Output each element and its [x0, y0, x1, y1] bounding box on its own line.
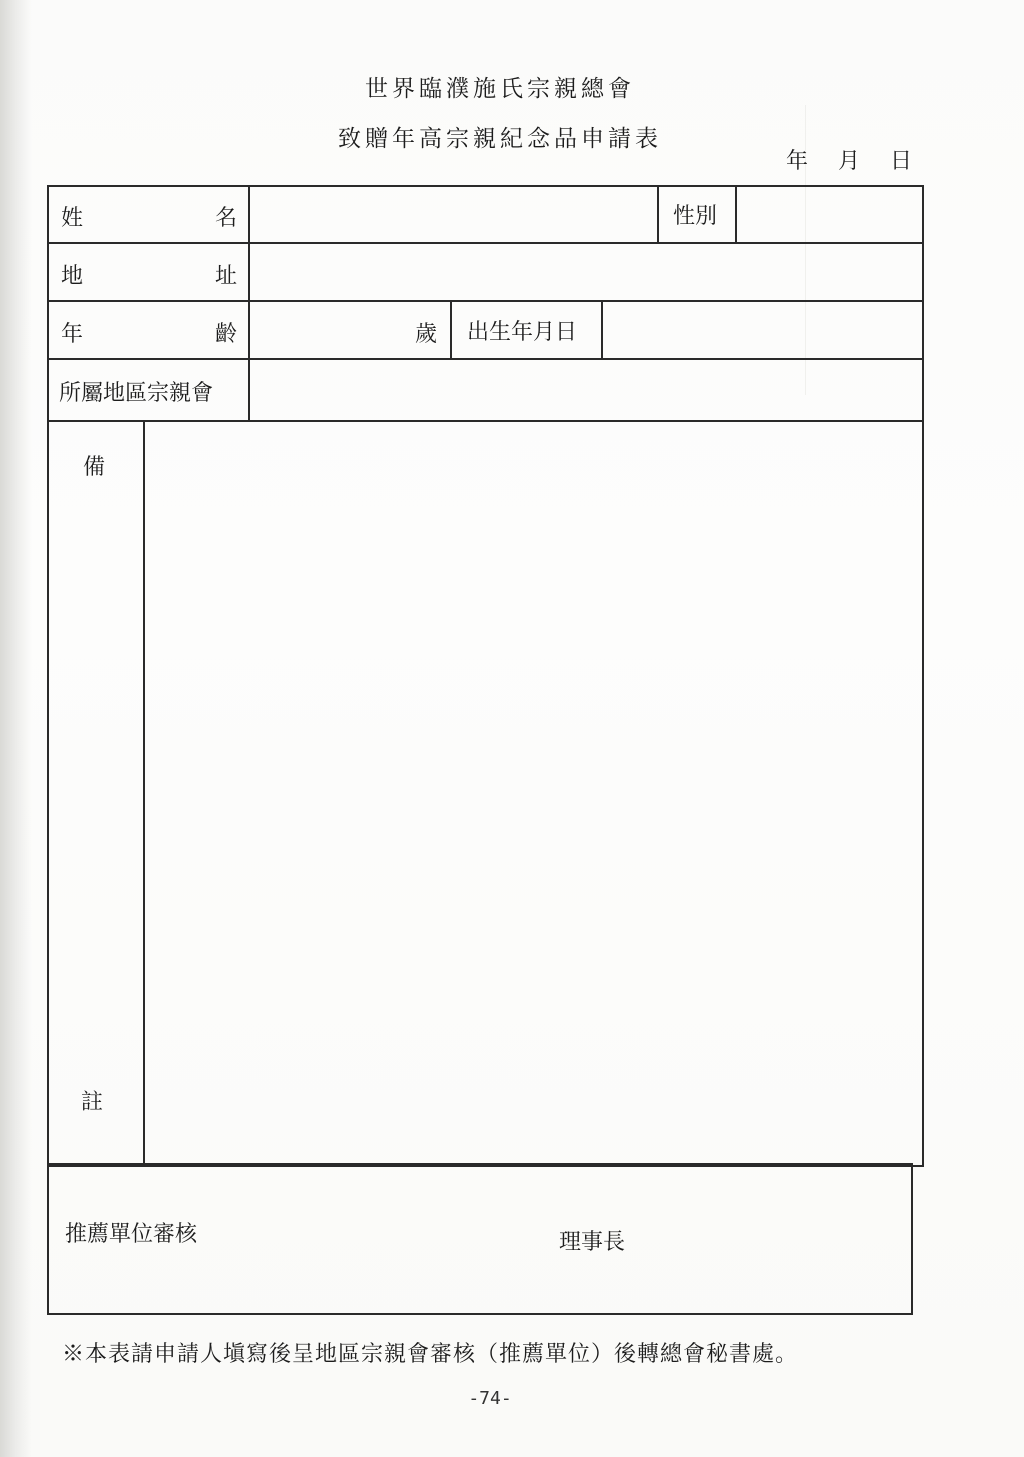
gender-label: 性別 [673, 204, 718, 229]
name-label-char2: 名 [215, 206, 238, 231]
remarks-divider [143, 420, 145, 1167]
address-label-char2: 址 [215, 264, 238, 289]
row-divider [47, 242, 924, 244]
remarks-label-char2: 註 [81, 1090, 104, 1115]
row-divider [47, 300, 924, 302]
name-label-char1: 姓 [61, 206, 84, 231]
clan-association-label: 所屬地區宗親會 [59, 381, 214, 406]
date-month-label: 月 [838, 149, 861, 174]
gender-divider [657, 185, 659, 242]
address-label-char1: 地 [61, 264, 84, 289]
remarks-field[interactable] [147, 424, 921, 1164]
document-title: 世界臨濮施氏宗親總會 [365, 76, 635, 102]
date-day-label: 日 [890, 149, 913, 174]
gender-field[interactable] [739, 188, 921, 240]
age-label-char2: 齡 [215, 322, 238, 347]
date-year-label: 年 [786, 149, 809, 174]
scan-edge-shadow [0, 0, 32, 1457]
page-number: -74- [468, 1388, 512, 1409]
application-form [47, 185, 924, 1315]
birthdate-divider [450, 300, 452, 358]
chairman-label: 理事長 [559, 1230, 626, 1255]
document-subtitle: 致贈年高宗親紀念品申請表 [338, 126, 662, 152]
date-line [786, 144, 912, 175]
address-field[interactable] [251, 246, 921, 298]
gender-divider [735, 185, 737, 242]
recommender-signature-area[interactable] [51, 1167, 909, 1311]
birthdate-divider [601, 300, 603, 358]
clan-association-field[interactable] [251, 362, 921, 418]
name-field[interactable] [251, 188, 655, 240]
birthdate-field[interactable] [605, 304, 921, 356]
age-unit-label: 歲 [415, 322, 438, 347]
footer-note: ※本表請申請人塡寫後呈地區宗親會審核（推薦單位）後轉總會秘書處。 [62, 1342, 799, 1367]
birthdate-label: 出生年月日 [467, 320, 578, 345]
age-field[interactable] [251, 304, 411, 356]
row-divider [47, 358, 924, 360]
recommender-review-label: 推薦單位審核 [65, 1222, 198, 1247]
age-label-char1: 年 [61, 322, 84, 347]
label-column-divider [248, 185, 250, 422]
remarks-label-char1: 備 [83, 455, 106, 480]
